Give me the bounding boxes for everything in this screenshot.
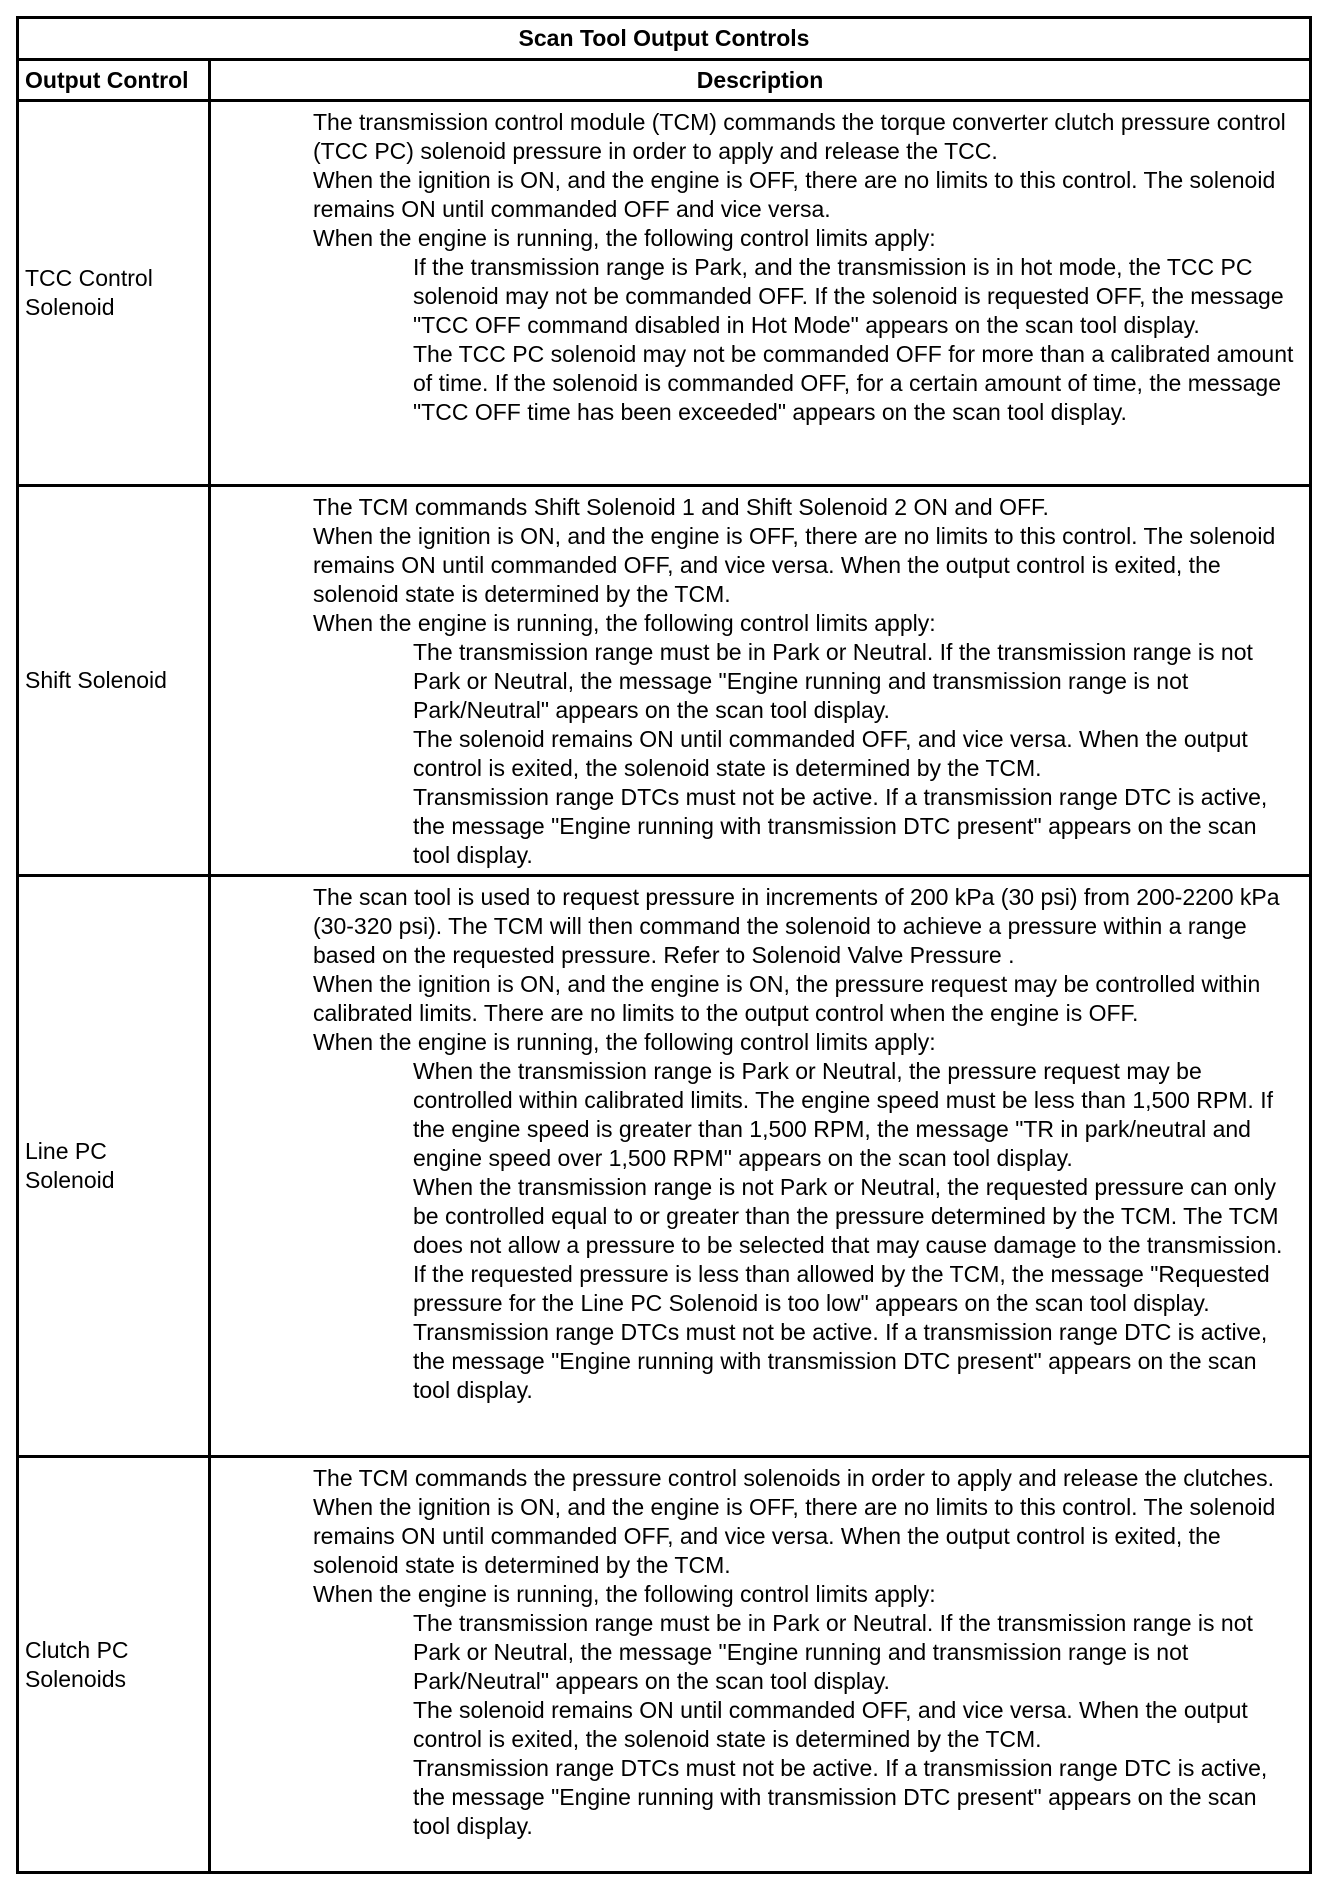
table-row — [18, 101, 1311, 486]
limit-text: The transmission range must be in Park or Neutral. If the transmission range is not Park or Neutral, the message "Engine running and transmission range is not Park/Neutral" appears on the scan tool display. — [413, 639, 1253, 723]
intro-text: The TCM commands the pressure control solenoids in order to apply and release the clutches. — [313, 1465, 1274, 1491]
table-row — [18, 1457, 1311, 1873]
intro-text: The TCM commands Shift Solenoid 1 and Shift Solenoid 2 ON and OFF. — [313, 494, 1049, 520]
label-line: Solenoids — [25, 1665, 127, 1692]
limit-text: The TCC PC solenoid may not be commanded OFF for more than a calibrated amount of time. If the solenoid is commanded OFF, for a certain amount of time, the message "TCC OFF time has been exceeded" appears on the scan tool display. — [413, 341, 1294, 425]
intro-text: The transmission control module (TCM) commands the torque converter clutch pressure control (TCC PC) solenoid pressure in order to apply and release the TCC. — [313, 109, 1286, 164]
description-cell — [210, 876, 1311, 1457]
intro-text: When the engine is running, the following control limits apply: — [313, 1581, 936, 1607]
label-line: Solenoid — [25, 1167, 115, 1193]
limit-text: Transmission range DTCs must not be active. If a transmission range DTC is active, the message "Engine running with transmission DTC present" appears on the scan tool display. — [413, 784, 1268, 868]
table-row — [18, 876, 1311, 1457]
label-line: Line PC — [25, 1138, 107, 1164]
table-header-row — [18, 60, 1311, 101]
limit-text: The transmission range must be in Park or Neutral. If the transmission range is not Park or Neutral, the message "Engine running and transmission range is not Park/Neutral" appears on the scan tool display. — [413, 1610, 1253, 1694]
intro-text: When the engine is running, the following control limits apply: — [313, 1029, 936, 1055]
header-output-control: Output Control — [18, 60, 210, 101]
intro-text: When the ignition is ON, and the engine is OFF, there are no limits to this control. The solenoid remains ON until commanded OFF, and vice versa. When the output control is exited, the solenoid state is determined by the TCM. — [313, 1494, 1276, 1578]
limit-text: If the transmission range is Park, and the transmission is in hot mode, the TCC PC solenoid may not be commanded OFF. If the solenoid is requested OFF, the message "TCC OFF command disabled in Hot Mode" appears on the scan tool display. — [413, 254, 1284, 338]
label-line: Solenoid — [25, 294, 115, 320]
label-line: Clutch PC — [25, 1636, 129, 1663]
output-control-label — [18, 486, 210, 876]
table-title: Scan Tool Output Controls — [18, 18, 1311, 60]
label-line: Shift Solenoid — [25, 667, 167, 693]
table-row — [18, 486, 1311, 876]
intro-text: When the ignition is ON, and the engine is OFF, there are no limits to this control. The solenoid remains ON until commanded OFF and vice versa. — [313, 167, 1276, 222]
intro-text: The scan tool is used to request pressure in increments of 200 kPa (30 psi) from 200-2200 kPa (30-320 psi). The TCM will then command the solenoid to achieve a pressure within a range based on the requested pressure. Refer to Solenoid Valve Pressure . — [313, 884, 1280, 968]
limit-text: Transmission range DTCs must not be active. If a transmission range DTC is active, the message "Engine running with transmission DTC present" appears on the scan tool display. — [413, 1319, 1268, 1403]
description-cell — [210, 486, 1311, 876]
output-control-label — [18, 101, 210, 486]
output-controls-table — [16, 16, 1312, 1874]
description-cell — [210, 1457, 1311, 1873]
header-description: Description — [210, 60, 1311, 101]
limit-text: The solenoid remains ON until commanded OFF, and vice versa. When the output control is exited, the solenoid state is determined by the TCM. — [413, 1697, 1248, 1752]
label-line: TCC Control — [25, 265, 153, 291]
intro-text: When the ignition is ON, and the engine is OFF, there are no limits to this control. The solenoid remains ON until commanded OFF, and vice versa. When the output control is exited, the solenoid state is determined by the TCM. — [313, 523, 1276, 607]
description-cell — [210, 101, 1311, 486]
limit-text: The solenoid remains ON until commanded OFF, and vice versa. When the output control is exited, the solenoid state is determined by the TCM. — [413, 726, 1248, 781]
limit-text: Transmission range DTCs must not be active. If a transmission range DTC is active, the message "Engine running with transmission DTC present" appears on the scan tool display. — [413, 1755, 1268, 1839]
output-control-label — [18, 1457, 210, 1873]
intro-text: When the ignition is ON, and the engine is ON, the pressure request may be controlled within calibrated limits. There are no limits to the output control when the engine is OFF. — [313, 971, 1261, 1026]
intro-text: When the engine is running, the following control limits apply: — [313, 225, 936, 251]
output-control-label — [18, 876, 210, 1457]
limit-text: When the transmission range is not Park or Neutral, the requested pressure can only be controlled equal to or greater than the pressure determined by the TCM. The TCM does not allow a pressure to be selected that may cause damage to the transmission. If the requested pressure is less than allowed by the TCM, the message "Requested pressure for the Line PC Solenoid is too low" appears on the scan tool display. — [413, 1174, 1283, 1316]
limit-text: When the transmission range is Park or Neutral, the pressure request may be controlled within calibrated limits. The engine speed must be less than 1,500 RPM. If the engine speed is greater than 1,500 RPM, the message "TR in park/neutral and engine speed over 1,500 RPM" appears on the scan tool display. — [413, 1058, 1273, 1171]
intro-text: When the engine is running, the following control limits apply: — [313, 610, 936, 636]
table-title-row — [18, 18, 1311, 60]
